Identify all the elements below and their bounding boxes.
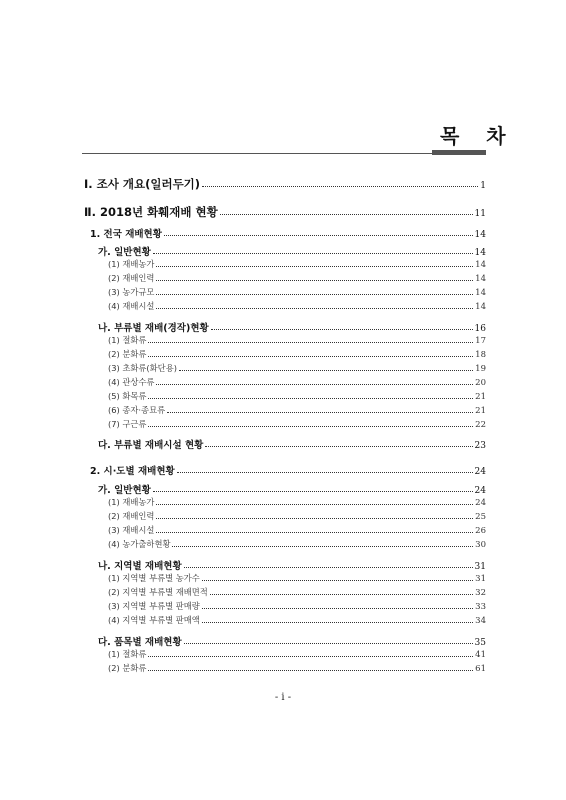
toc-leader-dots xyxy=(153,491,473,492)
toc-entry-page: 14 xyxy=(474,248,486,258)
toc-entry-page: 21 xyxy=(475,392,486,402)
toc-entry-page: 14 xyxy=(475,274,486,284)
toc-entry-label: (1) 재배농가 xyxy=(108,497,155,507)
toc-leader-dots xyxy=(177,472,473,473)
toc-entry[interactable] xyxy=(90,226,486,240)
toc-entry-page: 14 xyxy=(475,302,486,312)
toc-entry-page: 16 xyxy=(474,324,486,334)
toc-entry[interactable] xyxy=(108,272,486,284)
toc-leader-dots xyxy=(156,294,473,295)
toc-leader-dots xyxy=(202,186,478,187)
toc-entry-label: (5) 화목류 xyxy=(108,391,147,401)
toc-entry-page: 30 xyxy=(475,540,486,550)
toc-entry[interactable] xyxy=(108,334,486,346)
toc-entry-page: 61 xyxy=(475,664,486,674)
toc-leader-dots xyxy=(167,412,473,413)
toc-entry-label: 1. 전국 재배현황 xyxy=(90,229,162,240)
toc-leader-dots xyxy=(148,656,473,657)
toc-entry-page: 24 xyxy=(474,486,486,496)
toc-leader-dots xyxy=(148,342,473,343)
page-number-footer: - i - xyxy=(274,692,292,703)
toc-entry-page: 34 xyxy=(475,616,486,626)
toc-entry-page: 33 xyxy=(475,602,486,612)
toc-leader-dots xyxy=(184,643,473,644)
toc-entry-label: Ⅰ. 조사 개요(일러두기) xyxy=(84,177,201,191)
toc-leader-dots xyxy=(179,370,473,371)
toc-entry-page: 35 xyxy=(474,638,486,648)
toc-entry[interactable] xyxy=(108,376,486,388)
toc-leader-dots xyxy=(164,235,473,236)
toc-entry-label: (2) 분화류 xyxy=(108,663,147,673)
toc-entry-page: 24 xyxy=(475,498,486,508)
page-title: 목 차 xyxy=(440,124,516,148)
toc-leader-dots xyxy=(156,280,473,281)
toc-leader-dots xyxy=(156,518,473,519)
toc-entry[interactable] xyxy=(90,463,486,477)
toc-entry-label: (2) 재배인력 xyxy=(108,511,155,521)
toc-leader-dots xyxy=(153,253,473,254)
toc-entry[interactable] xyxy=(108,510,486,522)
toc-entry[interactable] xyxy=(108,286,486,298)
toc-entry-label: 나. 부류별 재배(경작)현황 xyxy=(98,323,209,334)
toc-entry-page: 18 xyxy=(475,350,486,360)
toc-entry[interactable] xyxy=(108,586,486,598)
toc-entry[interactable] xyxy=(108,538,486,550)
toc-entry-label: (2) 지역별 부류별 재배면적 xyxy=(108,587,208,597)
toc-leader-dots xyxy=(210,594,473,595)
toc-entry-page: 31 xyxy=(474,562,486,572)
toc-entry-page: 26 xyxy=(475,526,486,536)
toc-entry-page: 17 xyxy=(475,336,486,346)
toc-entry-label: (4) 재배시설 xyxy=(108,301,155,311)
toc-entry[interactable] xyxy=(98,320,486,334)
toc-entry-page: 1 xyxy=(480,181,486,191)
toc-entry[interactable] xyxy=(108,362,486,374)
toc-entry[interactable] xyxy=(108,404,486,416)
toc-entry[interactable] xyxy=(108,600,486,612)
toc-leader-dots xyxy=(184,567,473,568)
toc-entry-label: (1) 재배농가 xyxy=(108,259,155,269)
toc-entry[interactable] xyxy=(108,300,486,312)
toc-entry[interactable] xyxy=(108,662,486,674)
toc-entry-page: 20 xyxy=(475,378,486,388)
toc-entry-label: (2) 분화류 xyxy=(108,349,147,359)
toc-entry[interactable] xyxy=(108,614,486,626)
title-rule-accent xyxy=(432,150,486,155)
toc-entry-page: 23 xyxy=(474,441,486,451)
toc-entry[interactable] xyxy=(98,634,486,648)
toc-entry-label: (3) 농가규모 xyxy=(108,287,155,297)
toc-entry[interactable] xyxy=(108,348,486,360)
toc-entry-page: 14 xyxy=(474,230,486,240)
toc-entry-label: (7) 구근류 xyxy=(108,419,147,429)
toc-entry[interactable] xyxy=(108,648,486,660)
toc-entry-label: (3) 지역별 부류별 판매량 xyxy=(108,601,200,611)
toc-entry-label: (2) 재배인력 xyxy=(108,273,155,283)
toc-entry-page: 14 xyxy=(475,288,486,298)
toc-entry-label: 나. 지역별 재배현황 xyxy=(98,561,182,572)
toc-entry-label: (4) 지역별 부류별 판매액 xyxy=(108,615,200,625)
toc-entry-label: (4) 농가출하현황 xyxy=(108,539,171,549)
toc-entry-label: (3) 초화류(화단용) xyxy=(108,363,177,373)
toc-entry[interactable] xyxy=(108,496,486,508)
toc-entry[interactable] xyxy=(98,437,486,451)
toc-leader-dots xyxy=(148,426,473,427)
toc-entry-page: 24 xyxy=(474,467,486,477)
toc-entry-label: 다. 부류별 재배시설 현황 xyxy=(98,440,204,451)
toc-entry-label: (6) 종자·종묘류 xyxy=(108,405,166,415)
toc-entry-label: (3) 재배시설 xyxy=(108,525,155,535)
toc-leader-dots xyxy=(220,214,473,215)
toc-entry[interactable] xyxy=(84,204,486,220)
toc-entry-label: (4) 관상수류 xyxy=(108,377,155,387)
toc-entry-page: 32 xyxy=(475,588,486,598)
toc-entry-page: 41 xyxy=(475,650,486,660)
toc-entry-label: 가. 일반현황 xyxy=(98,485,151,496)
toc-entry-label: Ⅱ. 2018년 화훼재배 현황 xyxy=(84,205,218,219)
toc-leader-dots xyxy=(172,546,473,547)
toc-leader-dots xyxy=(156,266,473,267)
toc-entry-page: 14 xyxy=(475,260,486,270)
toc-leader-dots xyxy=(148,356,473,357)
toc-entry[interactable] xyxy=(108,390,486,402)
toc-entry-label: 가. 일반현황 xyxy=(98,247,151,258)
toc-entry-page: 11 xyxy=(474,209,486,219)
toc-leader-dots xyxy=(156,384,473,385)
toc-entry-page: 22 xyxy=(475,420,486,430)
toc-entry[interactable] xyxy=(98,244,486,258)
toc-entry-label: (1) 절화류 xyxy=(108,649,147,659)
toc-entry[interactable] xyxy=(108,572,486,584)
toc-entry[interactable] xyxy=(98,558,486,572)
toc-leader-dots xyxy=(202,622,473,623)
toc-leader-dots xyxy=(156,504,473,505)
toc-leader-dots xyxy=(148,670,473,671)
toc-leader-dots xyxy=(202,580,473,581)
toc-entry[interactable] xyxy=(98,482,486,496)
toc-entry-label: (1) 절화류 xyxy=(108,335,147,345)
toc-entry-page: 19 xyxy=(475,364,486,374)
toc-entry[interactable] xyxy=(108,524,486,536)
toc-entry-label: 2. 시·도별 재배현황 xyxy=(90,466,175,477)
toc-leader-dots xyxy=(205,446,472,447)
toc-entry[interactable] xyxy=(108,258,486,270)
toc-leader-dots xyxy=(156,532,473,533)
toc-entry-page: 31 xyxy=(475,574,486,584)
title-rule xyxy=(82,153,486,154)
toc-entry-label: (1) 지역별 부류별 농가수 xyxy=(108,573,200,583)
toc-leader-dots xyxy=(211,329,473,330)
toc-entry[interactable] xyxy=(108,418,486,430)
toc-entry-label: 다. 품목별 재배현황 xyxy=(98,637,182,648)
toc-entry-page: 21 xyxy=(475,406,486,416)
toc-entry[interactable] xyxy=(84,176,486,192)
toc-leader-dots xyxy=(148,398,473,399)
toc-leader-dots xyxy=(202,608,473,609)
toc-entry-page: 25 xyxy=(475,512,486,522)
toc-leader-dots xyxy=(156,308,473,309)
